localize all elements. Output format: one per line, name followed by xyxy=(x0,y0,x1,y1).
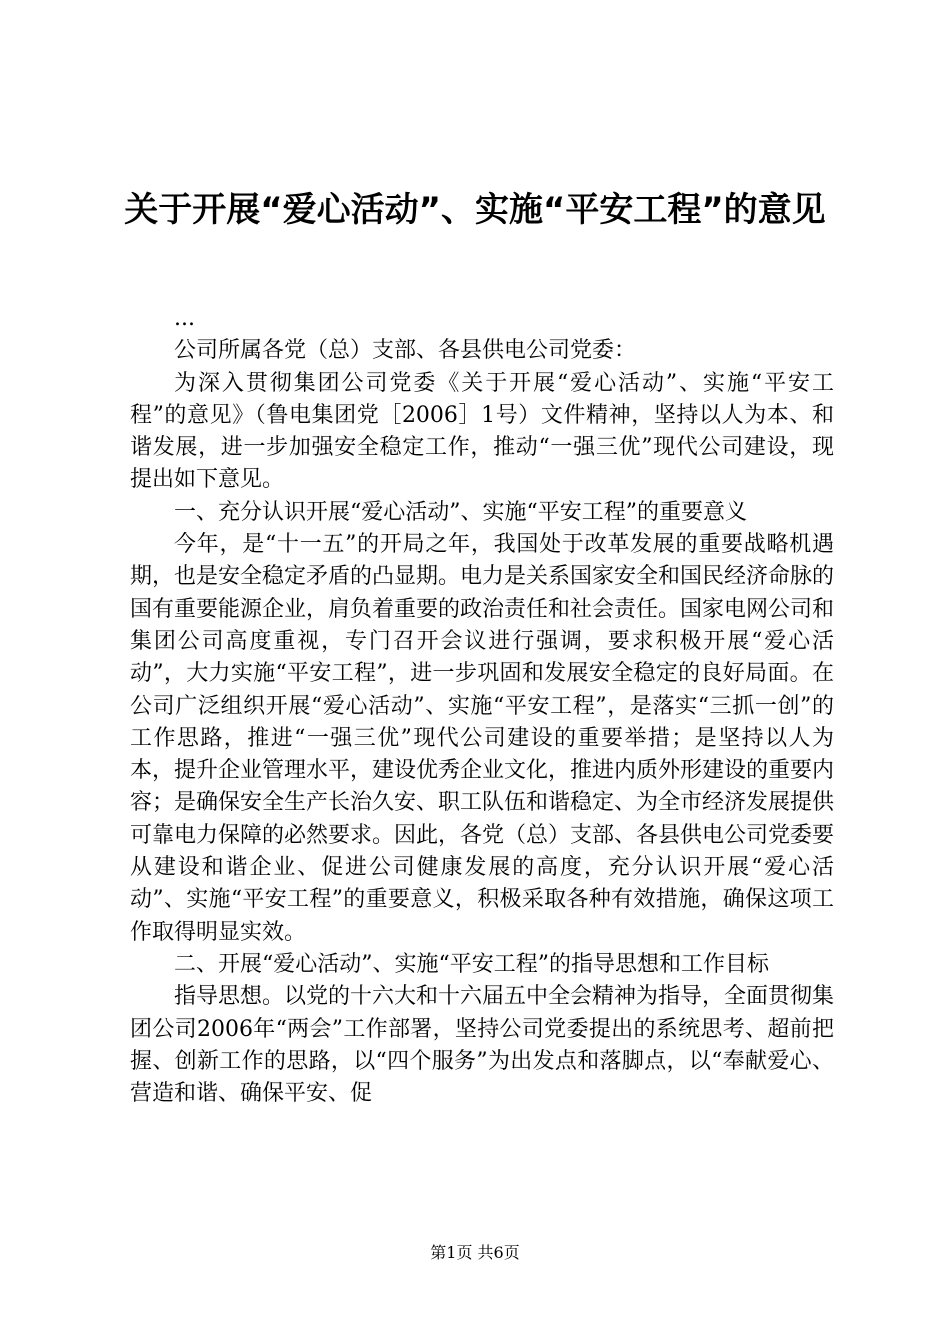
document-title: 关于开展“爱心活动”、实施“平安工程”的意见 xyxy=(124,190,826,230)
page-number: 第1页 共6页 xyxy=(430,1243,520,1262)
intro-paragraph: 为深入贯彻集团公司党委《关于开展“爱心活动”、实施“平安工程”的意见》（鲁电集团党［2006］1号）文件精神，坚持以人为本、和谐发展，进一步加强安全稳定工作，推动“一强三优”现代公司建设，现提出如下意见。 xyxy=(130,370,834,493)
salutation: 公司所属各党（总）支部、各县供电公司党委： xyxy=(174,338,637,364)
section-heading-2: 二、开展“爱心活动”、实施“平安工程”的指导思想和工作目标 xyxy=(174,951,769,977)
document-body xyxy=(130,303,834,1110)
ellipsis-line: ... xyxy=(174,306,195,331)
section-1-paragraph: 今年，是“十一五”的开局之年，我国处于改革发展的重要战略机遇期，也是安全稳定矛盾的凸显期。电力是关系国家安全和国民经济命脉的国有重要能源企业，肩负着重要的政治责任和社会责任。国家电网公司和集团公司高度重视，专门召开会议进行强调，要求积极开展“爱心活动”，大力实施“平安工程”，进一步巩固和发展安全稳定的良好局面。在公司广泛组织开展“爱心活动”、实施“平安工程”，是落实“三抓一创”的工作思路，推进“一强三优”现代公司建设的重要举措；是坚持以人为本，提升企业管理水平，建设优秀企业文化，推进内质外形建设的重要内容；是确保安全生产长治久安、职工队伍和谐稳定、为全市经济发展提供可靠电力保障的必然要求。因此，各党（总）支部、各县供电公司党委要从建设和谐企业、促进公司健康发展的高度，充分认识开展“爱心活动”、实施“平安工程”的重要意义，积极采取各种有效措施，确保这项工作取得明显实效。 xyxy=(130,532,835,945)
section-heading-1: 一、充分认识开展“爱心活动”、实施“平安工程”的重要意义 xyxy=(174,499,747,525)
guiding-ideology-paragraph: 指导思想。以党的十六大和十六届五中全会精神为指导，全面贯彻集团公司2006年“两会”工作部署，坚持公司党委提出的系统思考、超前把握、创新工作的思路，以“四个服务”为出发点和落脚点，以“奉献爱心、营造和谐、确保平安、促 xyxy=(130,984,835,1107)
